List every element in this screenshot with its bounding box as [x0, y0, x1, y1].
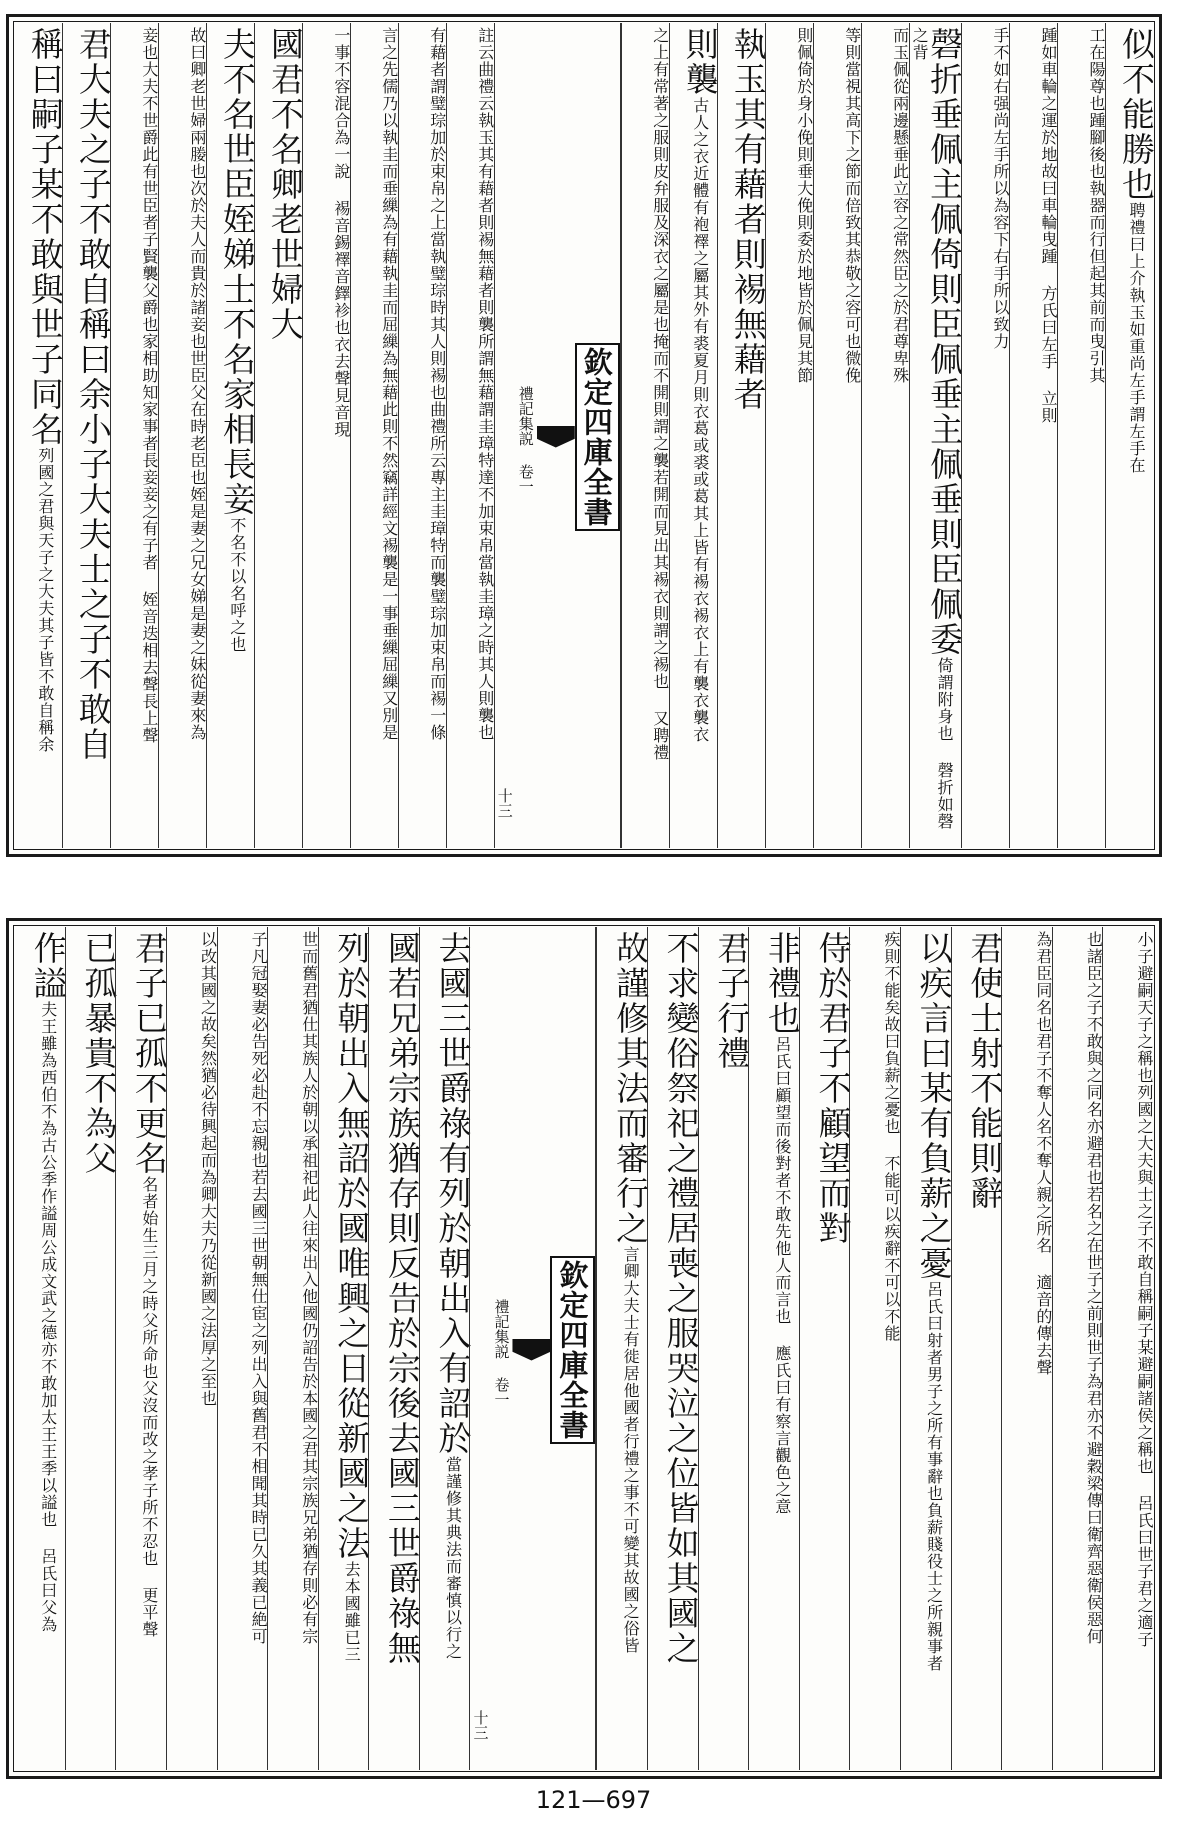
- commentary-text: 名者始生三月之時父所命也父沒而改之孝子所不忍也 更平聲: [139, 1176, 159, 1638]
- commentary-text: 當謹修其典法而審慎以行之: [443, 1456, 463, 1660]
- main-text: 稱曰嗣子某不敢與世子同名: [25, 27, 65, 447]
- text-column: [65, 927, 119, 1770]
- commentary-text: 有藉者謂璧琮加於束帛之上當執璧琮時其人則裼也曲禮所云專主圭璋特而襲璧琮加束帛而裼一條: [427, 27, 447, 741]
- main-text: 君子已孤不更名: [129, 931, 169, 1176]
- main-text: 似不能勝也: [1117, 27, 1156, 202]
- commentary-text: 手不如右强尚左手所以為容下右手所以致力: [991, 27, 1011, 350]
- commentary-text: 呂氏曰顧望而後對者不敢先他人而言也 應氏曰有察言觀色之意: [772, 1036, 792, 1515]
- text-column: [254, 23, 305, 848]
- commentary-text: 倚謂附身也 磬折如磬之背: [910, 27, 955, 830]
- commentary-text: 言卿大夫士有徙居他國者行禮之事不可變其故國之俗皆: [621, 1246, 641, 1654]
- text-column: [799, 927, 853, 1770]
- main-text: 以疾言曰某有負薪之憂: [914, 931, 954, 1281]
- commentary-text: 列國之君與天子之大夫其子皆不敢自稱余: [35, 447, 55, 753]
- text-column: [621, 23, 669, 848]
- text-column: [1052, 927, 1103, 1770]
- commentary-text: 等則當視其高下之節而倍致其恭敬之容可也微俛: [842, 27, 862, 384]
- commentary-text: 疾則不能矣故曰負薪之憂也 不能可以疾辭不可以不能: [882, 931, 902, 1342]
- commentary-text: 聘禮曰上介執玉如重尚左手謂左手在: [1127, 202, 1146, 474]
- leaf-number: 十三: [471, 1710, 490, 1740]
- text-column: [15, 23, 65, 848]
- upper-page: [6, 14, 1162, 857]
- commentary-text: 工在陽尊也踵腳後也執器而行但起其前而曳引其: [1087, 27, 1107, 384]
- main-text: 已孤暴貴不為父: [79, 931, 119, 1176]
- volume-label: 禮記集説 卷一: [516, 385, 535, 494]
- fishtail-mark-icon: [537, 426, 575, 448]
- text-column: [813, 23, 861, 848]
- text-column: [765, 23, 813, 848]
- text-column: [158, 23, 206, 848]
- main-text: 國君不名卿老世婦大: [265, 27, 305, 342]
- text-column: [115, 927, 169, 1770]
- text-column: [951, 927, 1005, 1770]
- commentary-text: 妾也大夫不世爵此有世臣者子賢襲父爵也家相助知家事者長妾妾之有子者 姪音迭相去聲長上聲: [139, 27, 159, 744]
- text-column: [368, 927, 422, 1770]
- main-text: 非禮也: [762, 931, 802, 1036]
- center-fold: [494, 23, 621, 848]
- text-column: [748, 927, 802, 1770]
- center-fold: [469, 927, 596, 1770]
- text-column: [302, 23, 350, 848]
- text-column: [1102, 927, 1153, 1770]
- commentary-text: 而玉佩從兩邊懸垂此立容之常然臣之於君尊卑殊: [890, 27, 910, 384]
- main-text: 執玉其有藉者則裼無藉者: [728, 27, 768, 412]
- text-column: [206, 23, 257, 848]
- commentary-text: 言之先儒乃以執圭而垂繅為有藉執圭而屈繅為無藉此則不然竊詳經文裼襲是一事垂繅屈繅又別是: [379, 27, 399, 741]
- commentary-text: 踵如車輪之運於地故曰車輪曳踵 方氏曰左手 立則: [1039, 27, 1059, 424]
- volume-label: 禮記集説 卷一: [492, 1298, 511, 1407]
- text-column: [1057, 23, 1105, 848]
- main-text: 列於朝出入無詔於國唯興之日從新國之法: [332, 931, 372, 1561]
- text-column: [350, 23, 398, 848]
- text-column: [110, 23, 158, 848]
- commentary-text: 一事不容混合為一說 裼音錫襗音鐸袗也衣去聲見音現: [331, 27, 351, 438]
- leaf-number: 十三: [495, 788, 514, 818]
- text-column: [62, 23, 113, 848]
- text-column: [717, 23, 768, 848]
- text-column: [318, 927, 372, 1770]
- text-column: [909, 23, 965, 848]
- commentary-text: 則佩倚於身小俛則垂大俛則委於地皆於佩見其節: [794, 27, 814, 384]
- commentary-text: 子凡冠娶妻必告死必赴不忘親也若去國三世朝無仕宦之列出入與舊君不相聞其時已久其義已絶可: [249, 931, 269, 1645]
- text-column: [1001, 927, 1052, 1770]
- main-text: 去國三世爵祿有列於朝出入有詔於: [433, 931, 473, 1456]
- commentary-text: 註云曲禮云執玉其有藉者則裼無藉者則襲所謂無藉謂圭璋特達不加束帛當執圭璋之時其人則襲也: [475, 27, 495, 741]
- text-column: [166, 927, 217, 1770]
- lower-page: [6, 918, 1162, 1779]
- main-text: 磬折垂佩主佩倚則臣佩垂主佩垂則臣佩委: [925, 27, 965, 657]
- main-text: 君大夫之子不敢自稱曰余小子大夫士之子不敢自: [73, 27, 113, 762]
- commentary-text: 故曰卿老世婦兩媵也次於夫人而貴於諸妾也世臣父在時老臣也姪是妻之兄女娣是妻之妹從妻來為: [187, 27, 207, 741]
- main-text: 故謹修其法而審行之: [611, 931, 651, 1246]
- text-column: [446, 23, 494, 848]
- commentary-text: 也諸臣之子不敢與之同名亦避君也若名之在世子之前則世子為君亦不避穀梁傳曰衛齊惡衛侯惡何: [1084, 931, 1104, 1645]
- text-column: [861, 23, 909, 848]
- commentary-text: 去本國雖已三: [342, 1561, 362, 1663]
- book-title: 欽定四庫全書: [575, 343, 620, 531]
- commentary-text: 之上有常著之服則皮弁服及深衣之屬是也掩而不開則謂之襲若開而見出其裼衣則謂之裼也 又聘禮: [650, 27, 670, 761]
- text-column: [698, 927, 752, 1770]
- text-column: [596, 927, 651, 1770]
- main-text: 國若兄弟宗族猶存則反告於宗後去國三世爵祿無: [382, 931, 422, 1666]
- main-text: 侍於君子不顧望而對: [813, 931, 853, 1246]
- commentary-text: 以改其國之故矣然猶必待興起而為卿大夫乃從新國之法厚之至也: [198, 931, 218, 1407]
- text-column: [419, 927, 473, 1770]
- page-number-footer: 121—697: [535, 1786, 652, 1814]
- text-column: [647, 927, 701, 1770]
- text-column: [217, 927, 268, 1770]
- commentary-text: 不名不以名呼之也: [227, 517, 247, 653]
- main-text: 君使士射不能則辭: [965, 931, 1005, 1211]
- fishtail-mark-icon: [512, 1339, 550, 1361]
- commentary-text: 世而舊君猶仕其族人於朝以承祖祀此人往來出入他國仍詔告於本國之君其宗族兄弟猶存則必有宗: [299, 931, 319, 1645]
- text-column: [15, 927, 68, 1770]
- text-column: [398, 23, 446, 848]
- text-column: [1105, 23, 1156, 848]
- text-column: [1009, 23, 1057, 848]
- main-text: 不求變俗祭祀之禮居喪之服哭泣之位皆如其國之: [661, 931, 701, 1666]
- main-text: 夫不名世臣姪娣士不名家相長妾: [217, 27, 257, 517]
- text-column: [669, 23, 720, 848]
- main-text: 君子行禮: [712, 931, 752, 1071]
- commentary-text: 為君臣同名也君子不奪人名不奪人親之所名 適音的傳去聲: [1033, 931, 1053, 1376]
- main-text: 則襲: [680, 27, 720, 97]
- text-column: [849, 927, 900, 1770]
- commentary-text: 小子避嗣天子之稱也列國之大夫與士之子不敢自稱嗣子某避嗣諸侯之稱也 呂氏曰世子君之適子: [1135, 931, 1154, 1648]
- book-title: 欽定四庫全書: [550, 1256, 595, 1444]
- text-column: [961, 23, 1009, 848]
- commentary-text: 古人之衣近體有袍襗之屬其外有裘夏月則衣葛或裘或葛其上皆有裼衣裼衣上有襲衣襲衣: [690, 97, 710, 743]
- commentary-text: 夫王雖為西伯不為古公季作謚周公成文武之德亦不敢加太王王季以謚也 呂氏曰父為: [38, 1001, 58, 1633]
- main-text: 作謚: [28, 931, 68, 1001]
- text-column: [900, 927, 954, 1770]
- text-column: [267, 927, 318, 1770]
- commentary-text: 呂氏曰射者男子之所有事辭也負薪賤役士之所親事者: [924, 1281, 944, 1672]
